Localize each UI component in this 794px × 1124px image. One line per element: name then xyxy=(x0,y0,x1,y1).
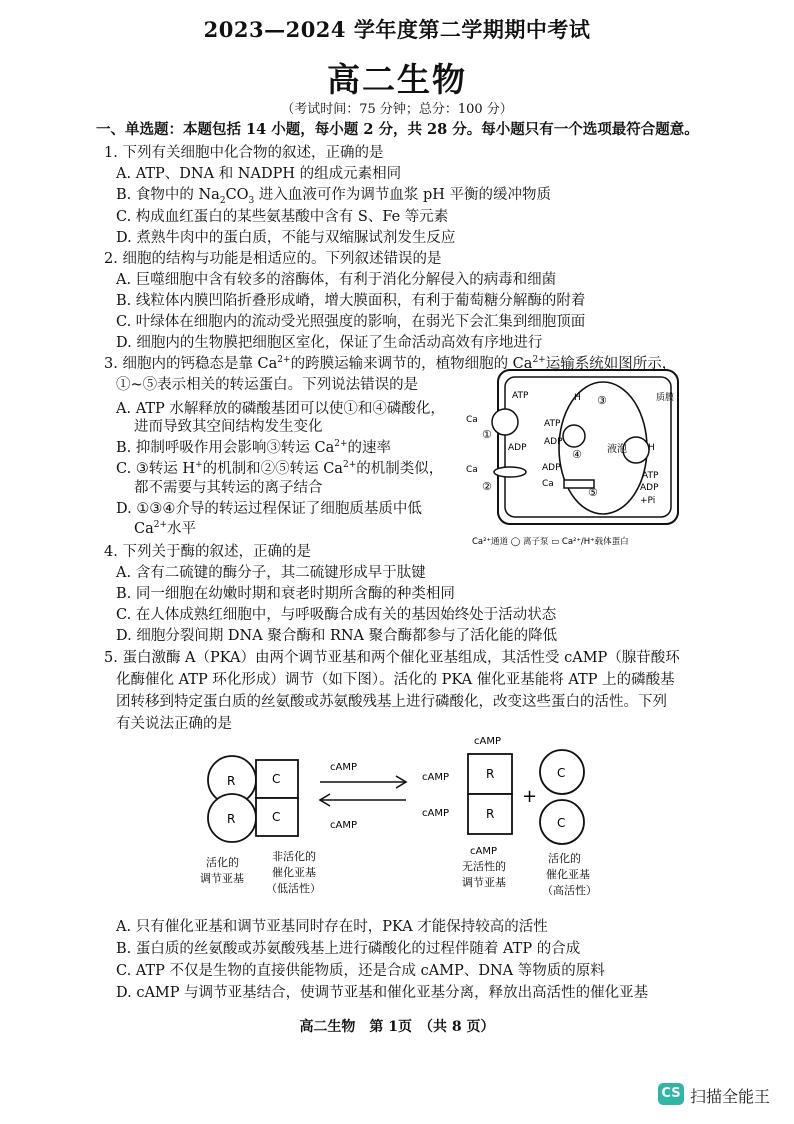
marker-5: ⑤ xyxy=(588,486,598,499)
label3-line1: 无活性的 xyxy=(462,860,506,873)
q1-b-pre: B. 食物中的 Na xyxy=(116,187,220,203)
q3-option-d-line2 xyxy=(134,517,196,538)
ca-label-2: Ca xyxy=(466,465,478,475)
q4-option-d: D. 细胞分裂间期 DNA 聚合酶和 RNA 聚合酶都参与了活化能的降低 xyxy=(116,628,558,644)
label4-line1: 活化的 xyxy=(548,852,581,865)
pi-label: +Pi xyxy=(640,496,656,506)
pump-1 xyxy=(492,409,518,435)
q5-option-b: B. 蛋白质的丝氨酸或苏氨酸残基上进行磷酸化的过程伴随着 ATP 的合成 xyxy=(116,941,581,957)
q3-stem-mid: 的跨膜运输来调节的，植物细胞的 Ca xyxy=(290,356,533,372)
vacuole-label: 液泡 xyxy=(607,444,627,455)
q2-option-b: B. 线粒体内膜凹陷折叠形成嵴，增大膜面积，有利于葡萄糖分解酶的附着 xyxy=(116,293,586,309)
q3-c-post: 的机制类似， xyxy=(356,461,444,477)
page-footer: 高二生物 第 1页 （共 8 页） xyxy=(299,1019,495,1035)
q1-b-sub2: 3 xyxy=(248,195,255,206)
adp-label-3: ADP xyxy=(542,463,561,473)
section-heading: 一、单选题：本题包括 14 小题，每小题 2 分，共 28 分。每小题只有一个选项最符合题意。 xyxy=(96,121,699,138)
membrane-label: 质膜 xyxy=(656,393,675,403)
c-label-1: C xyxy=(272,772,281,786)
q5-stem-line3: 团转移到特定蛋白质的丝氨酸或苏氨酸残基上进行磷酸化，改变这些蛋白的活性。下列 xyxy=(116,694,667,710)
q3-b-sup: 2+ xyxy=(334,439,348,450)
c-label-2: C xyxy=(272,810,281,824)
ca-label-3: Ca xyxy=(542,479,554,489)
q4-option-a: A. 含有二硫键的酶分子，其二硫键形成早于肽键 xyxy=(116,565,426,581)
label1-line2: 调节亚基 xyxy=(200,872,244,885)
r-label-3: R xyxy=(486,767,495,781)
camp-label-reverse: cAMP xyxy=(330,820,357,831)
q3-sup: 2+ xyxy=(277,355,291,366)
q5-option-a: A. 只有催化亚基和调节亚基同时存在时，PKA 才能保持较高的活性 xyxy=(116,919,548,935)
atp-label-3: ATP xyxy=(642,471,659,481)
label3-line2: 调节亚基 xyxy=(462,876,506,889)
q2-stem: 2. 细胞的结构与功能是相适应的。下列叙述错误的是 xyxy=(104,251,442,267)
q3-d-post: 水平 xyxy=(167,521,197,537)
q3-b-pre: B. 抑制呼吸作用会影响③转运 Ca xyxy=(116,440,335,456)
q3-option-b xyxy=(116,436,391,457)
pka-activation-diagram xyxy=(196,730,616,906)
q3-d-sup: 2+ xyxy=(153,520,168,531)
q5-stem-line2: 化酶催化 ATP 环化形成）调节（如下图）。活化的 PKA 催化亚基能将 ATP 上的磷酸基 xyxy=(116,672,675,688)
q3-option-a-line2: 进而导致其空间结构发生变化 xyxy=(134,419,323,435)
q1-option-a: A. ATP、DNA 和 NADPH 的组成元素相同 xyxy=(116,166,402,182)
label2-line3: （低活性） xyxy=(266,882,321,895)
scanner-logo-icon: CS xyxy=(658,1083,684,1105)
exam-info: （考试时间：75 分钟；总分：100 分） xyxy=(281,102,513,117)
ca-label-1: Ca xyxy=(466,415,478,425)
label4-line3: （高活性） xyxy=(542,884,597,897)
c-label-3: C xyxy=(557,766,566,780)
q1-b-sub1: 2 xyxy=(219,195,226,206)
q1-b-mid: CO xyxy=(225,187,249,203)
marker-2: ② xyxy=(482,480,492,493)
atp-label: ATP xyxy=(512,391,529,401)
q4-option-b: B. 同一细胞在幼嫩时期和衰老时期所含酶的种类相同 xyxy=(116,586,455,602)
q3-c-mid: 的机制和②⑤转运 Ca xyxy=(202,461,343,477)
q3-sup-2: 2+ xyxy=(532,355,546,366)
q1-option-c: C. 构成血红蛋白的某些氨基酸中含有 S、Fe 等元素 xyxy=(116,209,449,225)
camp-label-forward: cAMP xyxy=(330,762,357,773)
c-label-4: C xyxy=(557,816,566,830)
q1-b-post: 进入血液可作为调节血浆 pH 平衡的缓冲物质 xyxy=(254,187,552,203)
label2-line1: 非活化的 xyxy=(272,850,316,863)
q3-option-c-line1 xyxy=(116,457,443,478)
q3-stem-post: 运输系统如图所示， xyxy=(545,356,677,372)
q4-option-c: C. 在人体成熟红细胞中，与呼吸酶合成有关的基因始终处于活动状态 xyxy=(116,607,557,623)
q3-c-pre: C. ③转运 H xyxy=(116,461,196,477)
q3-option-c-line2: 都不需要与其转运的离子结合 xyxy=(134,480,323,496)
label1-line1: 活化的 xyxy=(206,856,239,869)
label4-line2: 催化亚基 xyxy=(546,868,590,881)
pump-3 xyxy=(563,425,585,447)
q2-option-d: D. 细胞内的生物膜把细胞区室化，保证了生命活动高效有序地进行 xyxy=(116,335,543,351)
channel-2 xyxy=(494,467,526,477)
q4-stem: 4. 下列关于酶的叙述，正确的是 xyxy=(104,544,311,560)
q3-c-sup2: 2+ xyxy=(342,460,357,471)
q2-option-a: A. 巨噬细胞中含有较多的溶酶体，有利于消化分解侵入的病毒和细菌 xyxy=(116,272,557,288)
camp-label-bottom: cAMP xyxy=(470,846,497,857)
exam-title: 2023—2024 学年度第二学期期中考试 xyxy=(203,17,591,42)
q3-option-d-line1: D. ①③④介导的转运过程保证了细胞质基质中低 xyxy=(116,501,422,517)
q2-option-c: C. 叶绿体在细胞内的流动受光照强度的影响，在弱光下会汇集到细胞顶面 xyxy=(116,314,586,330)
label2-line2: 催化亚基 xyxy=(272,866,316,879)
adp-label-2: ADP xyxy=(544,437,563,447)
marker-1: ① xyxy=(482,428,492,441)
q1-option-b xyxy=(116,183,551,206)
h-label-2: H xyxy=(648,443,655,453)
calcium-transport-diagram xyxy=(462,366,694,552)
marker-3: ③ xyxy=(597,394,607,407)
atp-label-2: ATP xyxy=(544,419,561,429)
adp-label: ADP xyxy=(508,443,527,453)
camp-label-top: cAMP xyxy=(474,736,501,747)
r-label-2: R xyxy=(227,812,236,826)
plus-sign: + xyxy=(522,786,538,807)
q3-stem-line2: ①~⑤表示相关的转运蛋白。下列说法错误的是 xyxy=(116,377,419,393)
r-label-1: R xyxy=(227,774,236,788)
camp-label-left-1: cAMP xyxy=(422,772,449,783)
q5-option-d: D. cAMP 与调节亚基结合，使调节亚基和催化亚基分离，释放出高活性的催化亚基 xyxy=(116,985,649,1001)
adp-label-4: ADP xyxy=(640,483,659,493)
q1-option-d: D. 煮熟牛肉中的蛋白质，不能与双缩脲试剂发生反应 xyxy=(116,230,456,246)
q5-stem-line1: 5. 蛋白激酶 A（PKA）由两个调节亚基和两个催化亚基组成，其活性受 cAMP（腺苷酸环 xyxy=(104,650,680,666)
camp-label-left-2: cAMP xyxy=(422,808,449,819)
q3-c-sup: + xyxy=(195,460,203,471)
scanner-watermark-text: 扫描全能王 xyxy=(690,1087,771,1106)
q3-b-post: 的速率 xyxy=(347,440,392,456)
h-label-1: H xyxy=(574,393,581,403)
q5-option-c: C. ATP 不仅是生物的直接供能物质，还是合成 cAMP、DNA 等物质的原料 xyxy=(116,963,605,979)
q3-stem-pre: 3. 细胞内的钙稳态是靠 Ca xyxy=(104,356,278,372)
q3-d-pre: Ca xyxy=(134,521,154,537)
q3-option-a-line1: A. ATP 水解释放的磷酸基团可以使①和④磷酸化， xyxy=(116,401,445,417)
r-label-4: R xyxy=(486,807,495,821)
marker-4: ④ xyxy=(572,448,582,461)
q1-stem: 1. 下列有关细胞中化合物的叙述，正确的是 xyxy=(104,145,384,161)
diagram-legend: Ca²⁺通道 ◯ 离子泵 ▭ Ca²⁺/H⁺载体蛋白 xyxy=(472,537,629,547)
subject-title: 高二生物 xyxy=(327,60,467,99)
q5-stem-line4: 有关说法正确的是 xyxy=(116,716,232,732)
